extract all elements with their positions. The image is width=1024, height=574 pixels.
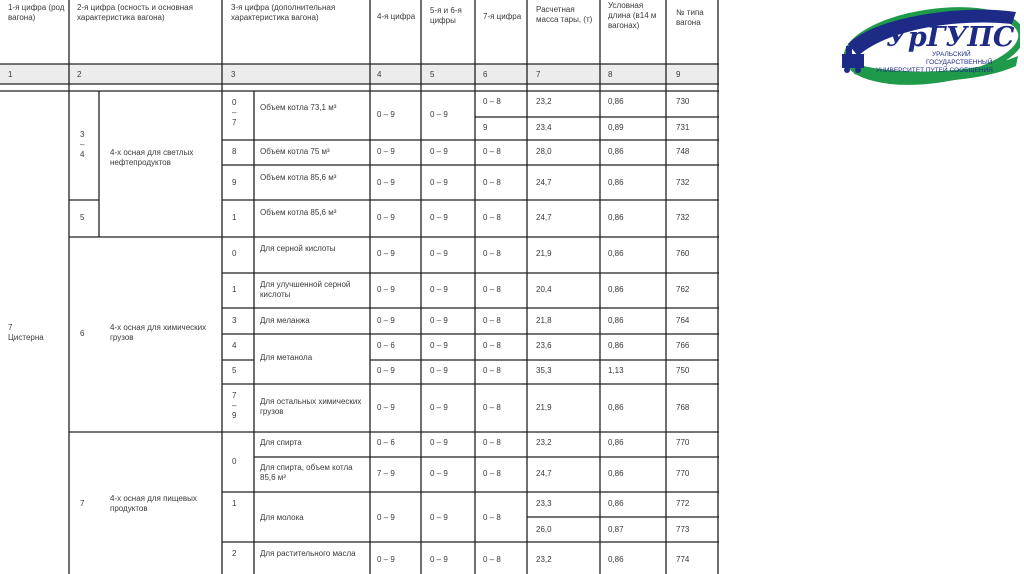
- colnum-8: 8: [608, 70, 613, 79]
- gb-r4-d4: 0 – 9: [377, 366, 395, 375]
- gb-r1-d3: 1: [232, 285, 237, 294]
- header-col7: Расчетная масса тары, (т): [536, 5, 593, 24]
- ga-r0-type: 730: [676, 97, 690, 106]
- ga-r4-type: 732: [676, 213, 690, 222]
- ga-r4-d7: 0 – 8: [483, 213, 501, 222]
- gb-r1-d7: 0 – 8: [483, 285, 501, 294]
- group-a-digit2: 5: [80, 213, 85, 222]
- logo-name: УрГУПС: [886, 22, 1015, 53]
- ga-r0-mass: 23,2: [536, 97, 552, 106]
- gc-r2-mass: 23,3: [536, 499, 552, 508]
- gc-r4-mass: 23,2: [536, 555, 552, 564]
- gc-r2-d5: 0 – 9: [430, 513, 448, 522]
- colnum-9: 9: [676, 70, 681, 79]
- gc-r1-d7: 0 – 8: [483, 469, 501, 478]
- header-col4: 4-я цифра: [377, 12, 416, 21]
- group-c-desc: 4-х осная для пищевых продуктов: [110, 494, 197, 513]
- gb-r1-d4: 0 – 9: [377, 285, 395, 294]
- gb-r5-d3: 7 – 9: [232, 391, 237, 420]
- ga-r3-d5: 0 – 9: [430, 178, 448, 187]
- gb-r0-desc3: Для серной кислоты: [260, 244, 336, 253]
- ga-r2-len: 0,86: [608, 147, 624, 156]
- ga-r0-len: 0,86: [608, 97, 624, 106]
- gc-r3-type: 773: [676, 525, 690, 534]
- gc-r0-desc3: Для спирта: [260, 438, 302, 447]
- gb-r3-d4: 0 – 6: [377, 341, 395, 350]
- gc-r1-d4: 7 – 9: [377, 469, 395, 478]
- ga-r3-type: 732: [676, 178, 690, 187]
- colnum-4: 4: [377, 70, 382, 79]
- colnum-1: 1: [8, 70, 13, 79]
- gc-r4-len: 0,86: [608, 555, 624, 564]
- gc-r0-len: 0,86: [608, 438, 624, 447]
- ga-r2-d7: 0 – 8: [483, 147, 501, 156]
- gb-r2-d3: 3: [232, 316, 237, 325]
- gb-r0-len: 0,86: [608, 249, 624, 258]
- gb-r1-d5: 0 – 9: [430, 285, 448, 294]
- ga-r1-mass: 23,4: [536, 123, 552, 132]
- ga-r3-d7: 0 – 8: [483, 178, 501, 187]
- ga-r0-desc3: Объем котла 73,1 м³: [260, 103, 337, 112]
- ga-r3-mass: 24,7: [536, 178, 552, 187]
- gc-r2-d4: 0 – 9: [377, 513, 395, 522]
- gb-r5-d4: 0 – 9: [377, 403, 395, 412]
- gb-r3-desc3: Для метанола: [260, 353, 313, 362]
- gb-r0-d3: 0: [232, 249, 237, 258]
- gb-r1-desc3: Для улучшенной серной кислоты: [260, 280, 351, 299]
- ga-r2-d4: 0 – 9: [377, 147, 395, 156]
- gc-r2-desc3: Для молока: [260, 513, 304, 522]
- ga-r3-desc3: Объем котла 85,6 м³: [260, 173, 337, 182]
- urgups-logo: [836, 4, 1020, 86]
- gc-r0-d7: 0 – 8: [483, 438, 501, 447]
- ga-r1-type: 731: [676, 123, 690, 132]
- gb-r5-type: 768: [676, 403, 690, 412]
- ga-r2-type: 748: [676, 147, 690, 156]
- ga-r2-mass: 28,0: [536, 147, 552, 156]
- ga-r3-d3: 9: [232, 178, 237, 187]
- ga-r4-desc3: Объем котла 85,6 м³: [260, 208, 337, 217]
- gc-r4-desc3: Для растительного масла: [260, 549, 356, 558]
- colnum-5: 5: [430, 70, 435, 79]
- ga-r2-desc3: Объем котла 75 м³: [260, 147, 330, 156]
- header-col8: Условная длина (в14 м вагонах): [608, 1, 657, 30]
- gb-r5-d5: 0 – 9: [430, 403, 448, 412]
- ga-r3-len: 0,86: [608, 178, 624, 187]
- gb-r3-d7: 0 – 8: [483, 341, 501, 350]
- gb-r0-type: 760: [676, 249, 690, 258]
- gb-r1-type: 762: [676, 285, 690, 294]
- gb-r5-len: 0,86: [608, 403, 624, 412]
- gb-r2-len: 0,86: [608, 316, 624, 325]
- gb-r2-d5: 0 – 9: [430, 316, 448, 325]
- colnum-6: 6: [483, 70, 488, 79]
- gb-r0-d4: 0 – 9: [377, 249, 395, 258]
- gb-r3-type: 766: [676, 341, 690, 350]
- gc-r3-len: 0,87: [608, 525, 624, 534]
- header-col3: 3-я цифра (дополнительная характеристика вагона): [231, 3, 336, 22]
- ga-r3-d4: 0 – 9: [377, 178, 395, 187]
- gc-r4-type: 774: [676, 555, 690, 564]
- group-a-digit1: 3 – 4: [80, 130, 85, 159]
- ga-r2-d3: 8: [232, 147, 237, 156]
- gb-r0-mass: 21,9: [536, 249, 552, 258]
- gb-r2-desc3: Для меланжа: [260, 316, 310, 325]
- gc-r1-desc3: Для спирта, объем котла 85,6 м³: [260, 463, 353, 482]
- ga-r4-len: 0,86: [608, 213, 624, 222]
- colnum-2: 2: [77, 70, 82, 79]
- ga-r4-d4: 0 – 9: [377, 213, 395, 222]
- gb-r4-d5: 0 – 9: [430, 366, 448, 375]
- gb-r4-type: 750: [676, 366, 690, 375]
- logo-line3: УНИВЕРСИТЕТ ПУТЕЙ СООБЩЕНИЯ: [876, 67, 993, 74]
- ga-r1-d7: 9: [483, 123, 488, 132]
- ga-r0-d4: 0 – 9: [377, 110, 395, 119]
- gb-r1-mass: 20,4: [536, 285, 552, 294]
- gb-r5-mass: 21,9: [536, 403, 552, 412]
- gc-r0-type: 770: [676, 438, 690, 447]
- gb-r2-mass: 21,8: [536, 316, 552, 325]
- gb-r3-d3: 4: [232, 341, 237, 350]
- gb-r0-d5: 0 – 9: [430, 249, 448, 258]
- gb-r0-d7: 0 – 8: [483, 249, 501, 258]
- ga-r0-d5: 0 – 9: [430, 110, 448, 119]
- gb-r5-d7: 0 – 8: [483, 403, 501, 412]
- gc-r4-d7: 0 – 8: [483, 555, 501, 564]
- ga-r4-mass: 24,7: [536, 213, 552, 222]
- header-col2: 2-я цифра (осность и основная характеристика вагона): [77, 3, 193, 22]
- gb-r3-mass: 23,6: [536, 341, 552, 350]
- group-c-digit: 7: [80, 499, 85, 508]
- ga-r0-d7: 0 – 8: [483, 97, 501, 106]
- gc-r1-mass: 24,7: [536, 469, 552, 478]
- logo-line2: ГОСУДАРСТВЕННЫЙ: [926, 59, 993, 66]
- header-col9: № типа вагона: [676, 8, 704, 27]
- header-col6: 7-я цифра: [483, 12, 522, 21]
- gb-r5-desc3: Для остальных химических грузов: [260, 397, 362, 416]
- gc-r4-d4: 0 – 9: [377, 555, 395, 564]
- gb-r1-len: 0,86: [608, 285, 624, 294]
- ga-r1-len: 0,89: [608, 123, 624, 132]
- header-col5: 5-я и 6-я цифры: [430, 6, 462, 25]
- gc-r0-mass: 23,2: [536, 438, 552, 447]
- gb-r4-d3: 5: [232, 366, 237, 375]
- gb-r2-d7: 0 – 8: [483, 316, 501, 325]
- group-b-digit: 6: [80, 329, 85, 338]
- gc-r0-d3: 0: [232, 457, 237, 466]
- group-a-desc: 4-х осная для светлых нефтепродуктов: [110, 148, 194, 167]
- header-col1: 1-я цифра (род вагона): [8, 3, 65, 22]
- gc-r0-d4: 0 – 6: [377, 438, 395, 447]
- gc-r2-d3: 1: [232, 499, 237, 508]
- colnum-3: 3: [231, 70, 236, 79]
- gb-r4-len: 1,13: [608, 366, 624, 375]
- gc-r0-d5: 0 – 9: [430, 438, 448, 447]
- ga-r2-d5: 0 – 9: [430, 147, 448, 156]
- ga-r4-d3: 1: [232, 213, 237, 222]
- gc-r1-type: 770: [676, 469, 690, 478]
- gb-r3-d5: 0 – 9: [430, 341, 448, 350]
- ga-r0-d3: 0 – 7: [232, 98, 237, 127]
- gc-r2-len: 0,86: [608, 499, 624, 508]
- gc-r1-len: 0,86: [608, 469, 624, 478]
- gb-r2-d4: 0 – 9: [377, 316, 395, 325]
- gc-r3-mass: 26,0: [536, 525, 552, 534]
- gc-r4-d5: 0 – 9: [430, 555, 448, 564]
- gb-r4-d7: 0 – 8: [483, 366, 501, 375]
- gc-r2-d7: 0 – 8: [483, 513, 501, 522]
- gb-r4-mass: 35,3: [536, 366, 552, 375]
- gb-r2-type: 764: [676, 316, 690, 325]
- logo-line1: УРАЛЬСКИЙ: [932, 51, 971, 58]
- gc-r2-type: 772: [676, 499, 690, 508]
- gc-r1-d5: 0 – 9: [430, 469, 448, 478]
- gb-r3-len: 0,86: [608, 341, 624, 350]
- gc-r4-d3: 2: [232, 549, 237, 558]
- wagon-kind: 7 Цистерна: [8, 323, 44, 342]
- colnum-7: 7: [536, 70, 541, 79]
- group-b-desc: 4-х осная для химических грузов: [110, 323, 207, 342]
- ga-r4-d5: 0 – 9: [430, 213, 448, 222]
